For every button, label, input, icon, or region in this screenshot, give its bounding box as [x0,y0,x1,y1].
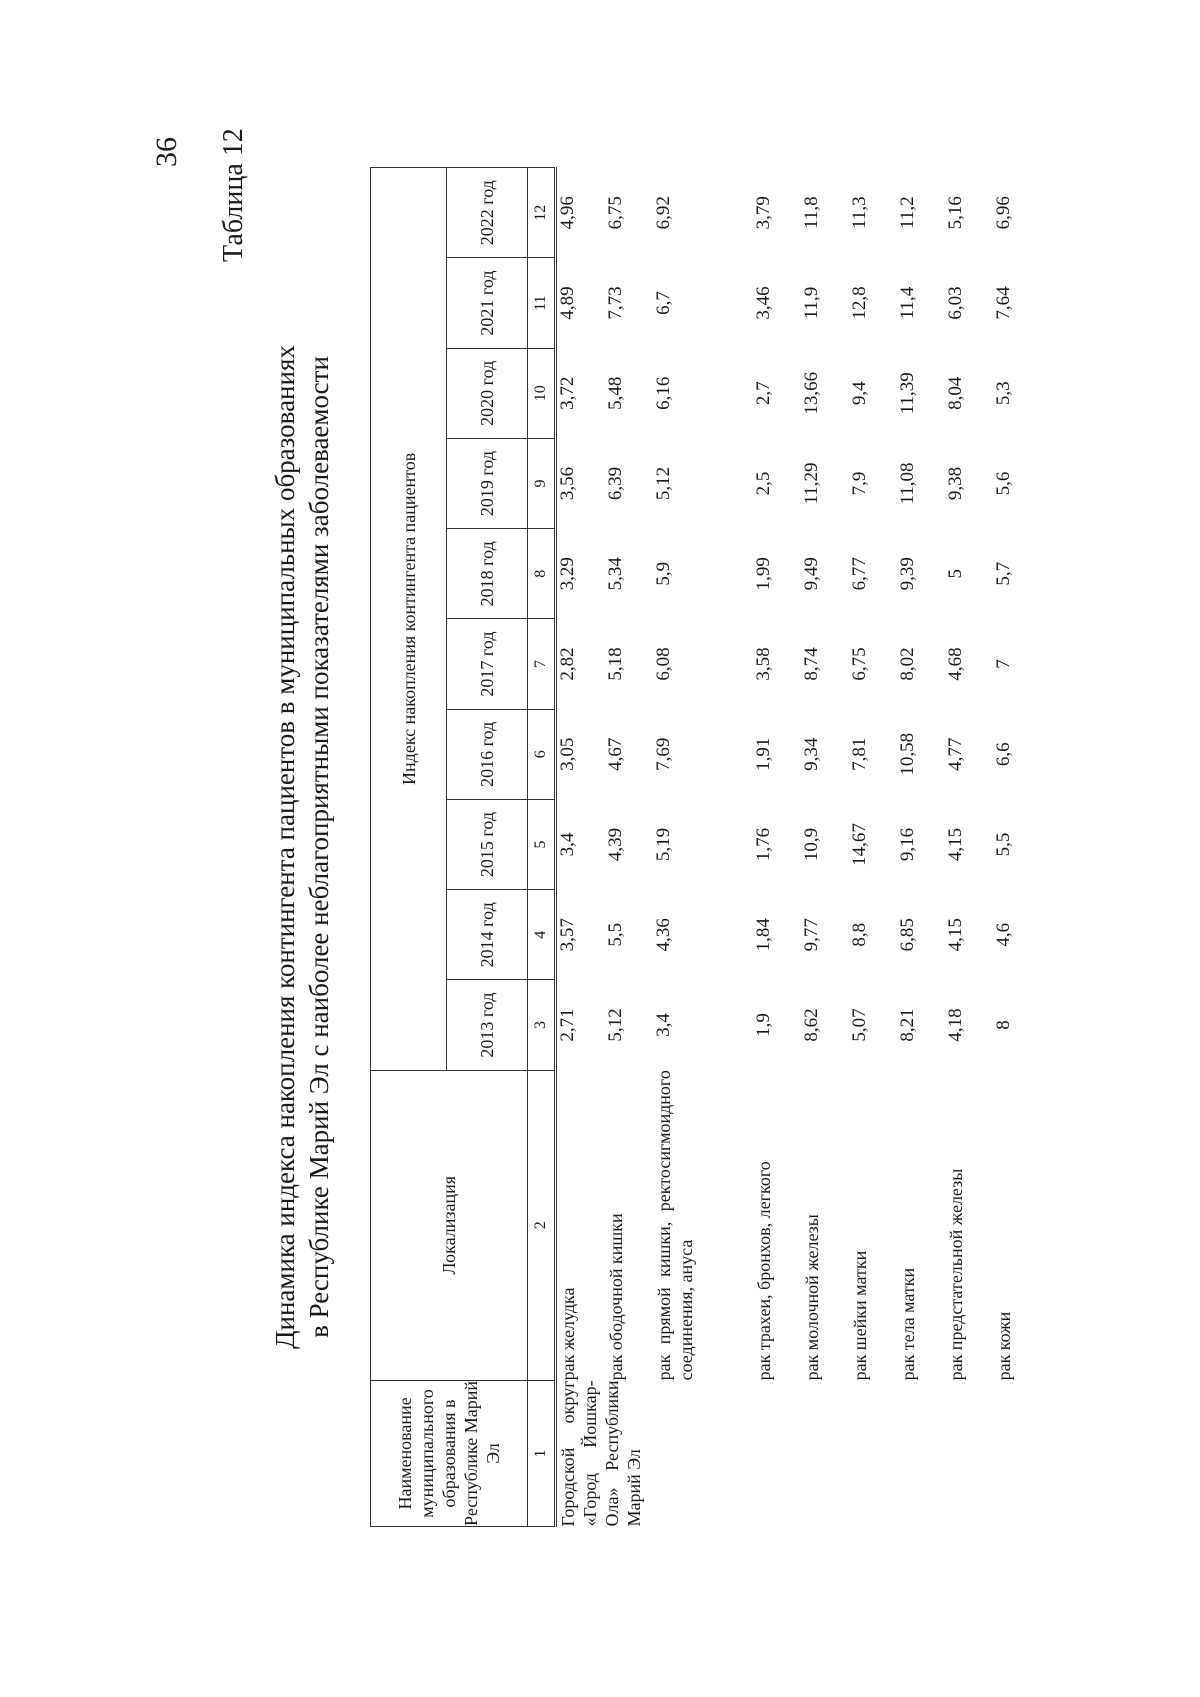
localization-cell: рак тела матки [898,1267,918,1381]
value-cell: 9,34 [801,737,822,771]
value-cell: 8,62 [801,1008,822,1042]
value-cell: 8,74 [801,647,822,681]
value-cell: 6,96 [993,196,1014,230]
header-municipality: Наименование муниципального образования в Республике Марий Эл [371,1380,528,1526]
data-table [370,167,1041,1527]
value-cell: 3,46 [753,286,774,320]
value-cell: 2,82 [557,647,578,681]
municipality-name: Городской округ «Город Йошкар-Ола» Республики Марий Эл [558,1380,644,1527]
value-cell: 6,08 [653,647,674,681]
table-label: Таблица 12 [218,128,249,262]
value-cell: 9,38 [945,466,966,501]
value-cell: 9,39 [897,557,918,591]
localization-cell: рак предстательной железы [946,1168,966,1381]
value-cell: 5,18 [605,647,626,681]
value-cell: 4,39 [605,827,626,862]
column-number: 8 [528,529,556,619]
header-year: 2021 год [447,258,528,348]
value-cell: 3,57 [557,918,578,952]
table-row [849,168,897,1527]
value-cell: 1,91 [753,737,774,771]
table-row [993,168,1041,1527]
value-cell: 4,89 [557,286,578,320]
table-row [753,168,801,1527]
value-cell: 1,9 [753,1013,774,1037]
value-cell: 4,15 [945,918,966,952]
header-year: 2022 год [447,168,528,258]
value-cell: 6,7 [653,291,674,315]
value-cell: 3,58 [753,647,774,681]
value-cell: 3,4 [653,1013,674,1037]
value-cell: 5,48 [605,376,626,410]
value-cell: 10,9 [801,827,822,862]
value-cell: 6,6 [993,742,1014,767]
localization-cell: рак молочной железы [802,1214,822,1381]
column-number: 6 [528,709,556,799]
value-cell: 3,56 [557,466,578,501]
value-cell: 3,72 [557,376,578,410]
value-cell: 6,77 [849,557,870,591]
header-year: 2017 год [447,619,528,709]
value-cell: 4,6 [993,922,1014,947]
value-cell: 7,64 [993,286,1014,320]
value-cell: 2,5 [753,471,774,496]
column-number: 9 [528,438,556,528]
column-number: 7 [528,619,556,709]
value-cell: 8,02 [897,647,918,681]
value-cell: 3,29 [557,557,578,591]
title-line-1: Динамика индекса накопления контингента пациентов в муниципальных образованиях [270,345,300,1349]
value-cell: 3,79 [753,196,774,230]
table-title [268,97,336,1597]
value-cell: 10,58 [897,732,918,776]
value-cell: 11,08 [897,462,918,505]
localization-cell: рак ободочной кишки [606,1213,626,1381]
header-year: 2014 год [447,890,528,980]
value-cell: 11,2 [897,196,918,229]
value-cell: 3,4 [557,832,578,857]
value-cell: 1,84 [753,918,774,952]
value-cell: 1,76 [753,827,774,862]
value-cell: 2,7 [753,381,774,406]
value-cell: 6,92 [653,196,674,230]
value-cell: 8,8 [849,922,870,947]
value-cell: 5 [945,569,966,579]
value-cell: 11,3 [849,196,870,229]
value-cell: 5,6 [993,471,1014,496]
value-cell: 4,67 [605,737,626,771]
header-year: 2019 год [447,438,528,528]
value-cell: 5,5 [993,832,1014,857]
value-cell: 3,05 [557,737,578,771]
value-cell: 5,12 [605,1008,626,1042]
value-cell: 4,36 [653,918,674,952]
value-cell: 11,9 [801,286,822,320]
page-number: 36 [150,137,183,167]
value-cell: 5,9 [653,561,674,586]
table-row [801,168,849,1527]
header-year: 2016 год [447,709,528,799]
value-cell: 5,34 [605,557,626,591]
value-cell: 7,73 [605,286,626,320]
value-cell: 5,16 [945,196,966,230]
value-cell: 9,4 [849,381,870,406]
value-cell: 6,16 [653,376,674,410]
localization-cell: рак желудка [558,1287,578,1381]
value-cell: 9,49 [801,557,822,591]
value-cell: 4,15 [945,827,966,862]
value-cell: 7,81 [849,737,870,771]
localization-cell: рак прямой кишки, ректосигмоидного соединения, ануса [654,1070,696,1381]
value-cell: 9,77 [801,918,822,952]
table-row [556,168,606,1527]
header-year: 2018 год [447,529,528,619]
value-cell: 2,71 [557,1008,578,1042]
value-cell: 8,04 [945,376,966,410]
value-cell: 1,99 [753,557,774,591]
value-cell: 14,67 [849,823,870,866]
column-number: 11 [528,258,556,348]
value-cell: 6,75 [605,196,626,230]
value-cell: 12,8 [849,286,870,320]
localization-cell: рак кожи [994,1311,1014,1381]
column-number: 2 [528,1070,556,1380]
value-cell: 4,77 [945,737,966,771]
localization-cell: рак трахеи, бронхов, легкого [754,1161,774,1381]
column-number: 3 [528,980,556,1070]
value-cell: 5,5 [605,922,626,947]
header-year: 2020 год [447,348,528,438]
value-cell: 4,68 [945,647,966,681]
column-number: 10 [528,348,556,438]
value-cell: 11,29 [801,462,822,505]
header-index-group: Индекс накопления контингента пациентов [371,168,447,1071]
value-cell: 4,18 [945,1008,966,1042]
value-cell: 7,69 [653,737,674,771]
value-cell: 6,39 [605,466,626,501]
localization-cell: рак шейки матки [850,1250,870,1381]
value-cell: 5,7 [993,561,1014,586]
header-localization: Локализация [371,1070,528,1380]
value-cell: 8 [993,1020,1014,1030]
value-cell: 5,19 [653,827,674,862]
table-row [945,168,993,1527]
value-cell: 7,9 [849,471,870,496]
value-cell: 5,12 [653,466,674,501]
value-cell: 11,8 [801,196,822,229]
title-line-2: в Республике Марий Эл с наиболее неблагоприятными показателями заболеваемости [304,356,334,1338]
value-cell: 9,16 [897,827,918,862]
value-cell: 13,66 [801,371,822,415]
value-cell: 5,3 [993,381,1014,406]
table-row [897,168,945,1527]
column-number: 4 [528,890,556,980]
column-number: 1 [528,1380,556,1526]
value-cell: 6,75 [849,647,870,681]
value-cell: 11,4 [897,286,918,320]
column-number: 5 [528,799,556,889]
value-cell: 4,96 [557,196,578,230]
header-year: 2015 год [447,799,528,889]
header-year: 2013 год [447,980,528,1070]
value-cell: 6,85 [897,918,918,952]
value-cell: 7 [993,659,1014,669]
table-row [605,168,653,1527]
table-row [653,168,753,1527]
value-cell: 6,03 [945,286,966,320]
value-cell: 8,21 [897,1008,918,1042]
value-cell: 5,07 [849,1008,870,1042]
value-cell: 11,39 [897,372,918,415]
column-number: 12 [528,168,556,258]
